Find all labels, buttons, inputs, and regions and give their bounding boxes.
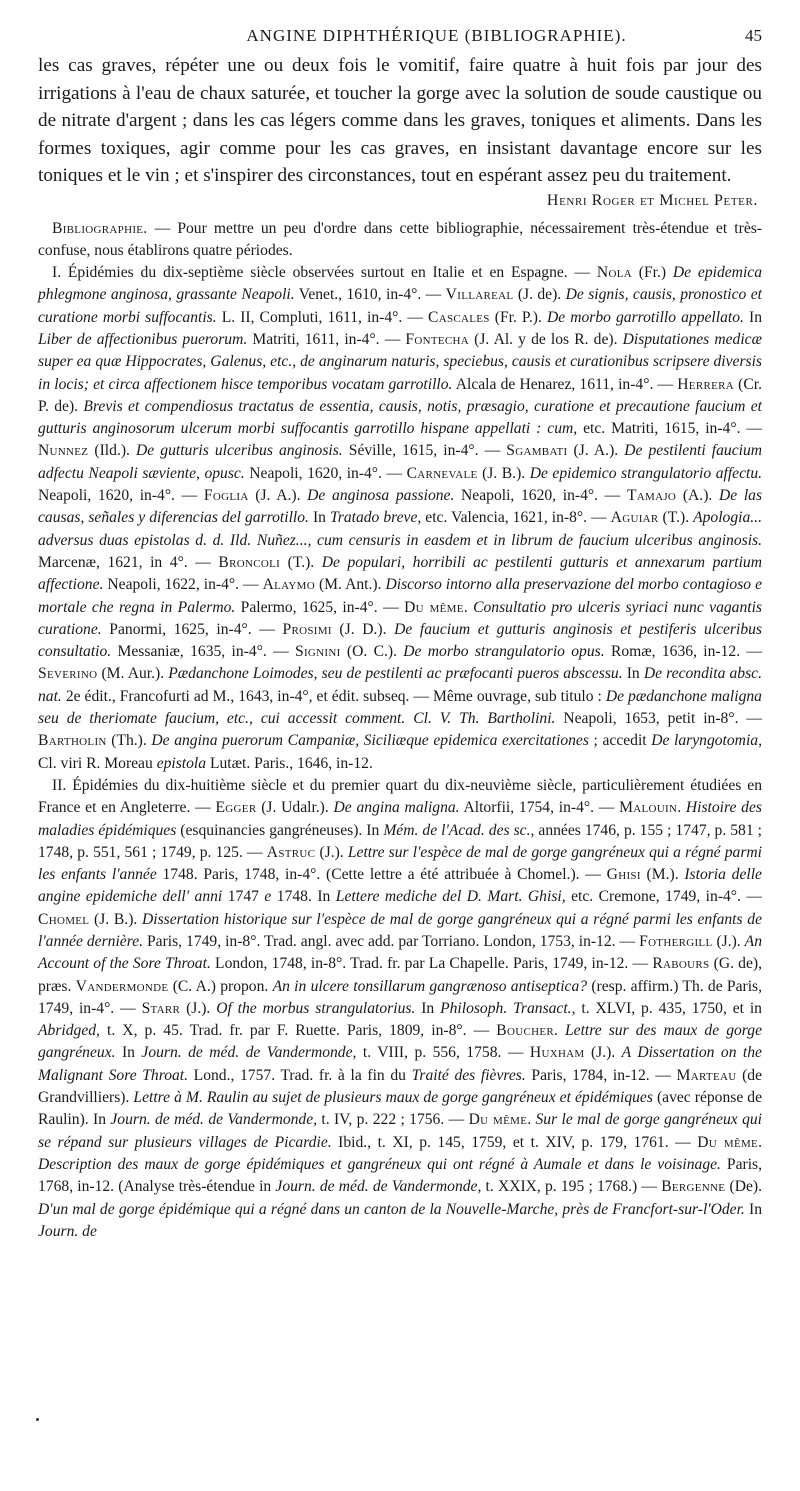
- citation-text: (J. B.).: [477, 464, 530, 482]
- citation-text: 2e édit., Francofurti ad M., 1643, in-4°, et édit. subseq. — Même ouvrage, sub titulo :: [61, 687, 606, 705]
- citation-text: Alcala de Henarez, 1611, in-4°. —: [452, 375, 678, 393]
- citation-text: .: [527, 1111, 536, 1129]
- citation-text: (T.).: [280, 553, 322, 571]
- author-name: Astruc: [266, 843, 316, 861]
- citation-text: (J. Udalr.).: [256, 799, 334, 817]
- citation-title: Discorso intorno alla preservazione del morbo contagioso e mortale che regna in Palermo.: [38, 576, 763, 616]
- citation-text: (A.).: [676, 487, 719, 505]
- citation-text: etc. Cremone, 1749, in-4°. —: [565, 888, 762, 906]
- citation-text: (O. C.).: [340, 643, 404, 661]
- citation-text: (J. D.).: [331, 620, 395, 638]
- author-name: Sgambati: [506, 442, 568, 460]
- citation-title: De signis, causis, pronostico et curatione morbi suffocantis.: [38, 286, 762, 326]
- citation-title: e: [264, 888, 272, 906]
- page-header: [38, 26, 762, 46]
- citation-text: Neapoli, 1620, in-4°. —: [454, 487, 627, 505]
- citation-text: Neapoli, 1622, in-4°. —: [103, 576, 263, 594]
- author-name: Nunnez: [38, 442, 89, 460]
- citation-text: (C. A.) propon.: [168, 977, 273, 995]
- citation-title: Lettre sur des maux de gorge gangréneux.: [38, 1022, 762, 1062]
- author-name: Bergenne: [661, 1178, 726, 1196]
- citation-text: (avec réponse de Raulin). In: [38, 1089, 763, 1129]
- citation-title: De las causas, señales y diferencias del garrotillo.: [38, 487, 763, 527]
- citation-title: An in ulcere tonsillarum gangrænoso antiseptica?: [272, 977, 588, 995]
- citation-text: In: [115, 1044, 142, 1062]
- citation-text: In: [743, 308, 762, 326]
- author-name: Bartholin: [38, 732, 107, 750]
- citation-text: ; accedit: [588, 732, 652, 750]
- citation-title: Traité des fièvres.: [411, 1066, 526, 1084]
- author-name: Marteau: [676, 1066, 737, 1084]
- citation-text: .: [463, 598, 474, 616]
- citation-text: In: [622, 665, 644, 683]
- citation-text: (J.).: [584, 1044, 622, 1062]
- author-name: Starr: [141, 999, 181, 1017]
- citation-title: Lettere mediche del D. Mart. Ghisi,: [335, 888, 566, 906]
- author-name: Malouin: [619, 799, 678, 817]
- bibliography-intro: [38, 218, 762, 263]
- citation-title: De recondita absc. nat.: [38, 665, 762, 705]
- citation-title: De pestilenti faucium adfectu Neapoli sæviente, opusc.: [38, 442, 763, 482]
- citation-title: De anginosa passione.: [307, 487, 455, 505]
- bibliography-label: Bibliographie.: [52, 219, 148, 237]
- citation-text: (resp. affirm.) Th. de Paris, 1749, in-4°. —: [38, 977, 762, 1017]
- author-name: Prosimi: [282, 620, 332, 638]
- citation-title: De pædanchone maligna seu de theriomate faucium, etc., cui accessit comment. Cl. V. Th. Bartholini.: [38, 687, 762, 728]
- citation-title: De angina puerorum Campaniæ, Siciliæque epidemica exercitationes: [151, 732, 589, 750]
- citation-title: Dissertation historique sur l'espèce de mal de gorge gangréneux qui a régné parmi les enfants de l'année dernière.: [38, 910, 762, 950]
- citation-text: (J.).: [315, 843, 348, 861]
- author-name: Egger: [215, 799, 257, 817]
- citation-title: De populari, horribili ac pestilenti gutturis et annexarum partium affectione.: [38, 553, 762, 594]
- bibliography-section-2: [38, 775, 762, 1243]
- citation-text: Venet., 1610, in-4°. —: [294, 286, 446, 304]
- citation-title: D'un mal de gorge épidémique qui a régné dans un canton de la Nouvelle-Marche, près de Francfort-sur-l'Oder.: [38, 1200, 745, 1218]
- citation-text: (Cr. P. de).: [38, 375, 762, 415]
- citation-text: Messaniæ, 1635, in-4°. —: [111, 643, 295, 661]
- citation-title: Journ. de méd. de Vandermonde,: [110, 1111, 318, 1129]
- citation-title: Description des maux de gorge épidémiques et gangréneux qui ont régné à Aumale et dans le voisinage.: [38, 1155, 721, 1173]
- citation-text: Neapoli, 1620, in-4°. —: [38, 487, 204, 505]
- citation-title: Lettre à M. Raulin au sujet de plusieurs maux de gorge gangréneux et épidémiques: [133, 1089, 653, 1107]
- author-name: Fothergill: [639, 933, 713, 950]
- citation-text: t. X, p. 45. Trad. fr. par F. Ruette. Paris, 1809, in-8°. —: [99, 1022, 497, 1040]
- citation-text: (G. de), præs.: [38, 955, 762, 995]
- author-name: Foglia: [203, 487, 249, 505]
- citation-title: Lettre sur l'espèce de mal de gorge gangréneux qui a régné parmi les enfants l'année: [38, 843, 762, 884]
- citation-text: Séville, 1615, in-4°. —: [342, 442, 507, 460]
- citation-title: Pædanchone Loimodes, seu de pestilenti ac præfocanti pueros abscessu.: [168, 665, 623, 683]
- author-name: Du même: [697, 1133, 759, 1151]
- citation-title: An Account of the Sore Throat.: [38, 933, 762, 973]
- citation-text: (J. de).: [513, 286, 566, 304]
- citation-text: London, 1748, in-8°. Trad. fr. par La Chapelle. Paris, 1749, in-12. —: [210, 955, 653, 973]
- citation-text: t. XLVI, p. 435, 1750, et in: [575, 999, 762, 1017]
- citation-text: (M.).: [640, 866, 685, 884]
- author-name: Villareal: [445, 286, 514, 304]
- citation-text: Lutæt. Paris., 1646, in-12.: [206, 754, 373, 772]
- citation-text: L. II, Compluti, 1611, in-4°. —: [216, 308, 428, 326]
- citation-title: Brevis et compendiosus tractatus de essentia, causis, notis, præsagio, curatione et precautione faucium et gutturis anginosorum ulcerum morbi suffocantis garrotillo hispane appellati : cum,: [38, 397, 763, 438]
- citation-text: .: [758, 1133, 762, 1151]
- citation-text: Paris, 1749, in-8°. Trad. angl. avec add. par Torriano. London, 1753, in-12. —: [143, 933, 640, 950]
- citation-text: (Fr. P.).: [489, 308, 547, 326]
- bibliography-intro-text: — Pour mettre un peu d'ordre dans cette bibliographie, nécessairement très-étendue et très-confuse, nous établirons quatre périodes.: [38, 219, 762, 259]
- citation-text: (esquinancies gangréneuses). In: [176, 821, 384, 839]
- citation-text: (J. B.).: [89, 910, 142, 928]
- citation-title: Journ. de méd. de Vandermonde,: [141, 1044, 357, 1062]
- citation-text: In: [308, 509, 330, 527]
- citation-text: etc. Matriti, 1615, in-4°. —: [577, 420, 762, 438]
- citation-title: A Dissertation on the Malignant Sore Throat.: [38, 1044, 762, 1084]
- author-name: Broncoli: [218, 553, 281, 571]
- author-name: Herrera: [677, 375, 735, 393]
- citation-text: (J. A.).: [248, 487, 308, 505]
- author-name: Huxham: [529, 1044, 585, 1062]
- citation-title: De laryngotomia,: [651, 732, 762, 750]
- citation-text: (J. Al. y de los R. de).: [469, 330, 623, 348]
- citation-text: I. Épidémies du dix-septième siècle observées surtout en Italie et en Espagne. —: [52, 264, 597, 282]
- citation-text: Romæ, 1636, in-12. —: [604, 643, 763, 661]
- citation-text: 1748. In: [271, 888, 336, 906]
- citation-text: Altorfii, 1754, in-4°. —: [459, 799, 620, 817]
- author-name: Cascales: [428, 308, 490, 326]
- citation-text: (Th.).: [106, 732, 152, 750]
- citation-text: (J. A.).: [567, 442, 625, 460]
- citation-title: De angina maligna.: [333, 799, 460, 817]
- treatment-paragraph: les cas graves, répéter une ou deux fois le vomitif, faire quatre à huit fois par jour des irrigations à l'eau de chaux saturée, et toucher la gorge avec la solution de soude caustique ou de nitrate d'argent ; dans les cas légers comme dans les graves, toniques et aliments. Dans les formes toxiques, agir comme pour les cas graves, en insistant davantage encore sur les toniques et le vin ; et s'inspirer des circonstances, tout en espérant assez peu du traitement.: [38, 55, 762, 186]
- author-name: Chomel: [38, 910, 90, 928]
- citation-title: De epidemica phlegmone anginosa, grassante Neapoli.: [38, 264, 762, 304]
- citation-text: Palermo, 1625, in-4°. —: [235, 598, 405, 616]
- citation-title: Sur le mal de gorge gangréneux qui se répand sur plusieurs villages de Picardie.: [38, 1111, 762, 1151]
- citation-text: In: [415, 999, 441, 1017]
- citation-text: 1748. Paris, 1748, in-4°. (Cette lettre a été attribuée à Chomel.). —: [156, 866, 607, 884]
- citation-text: etc. Valencia, 1621, in-8°. —: [421, 509, 611, 527]
- citation-text: (M. Ant.).: [314, 576, 386, 594]
- citation-text: Lond., 1757. Trad. fr. à la fin du: [188, 1066, 412, 1084]
- citation-text: (Ild.).: [88, 442, 137, 460]
- citation-title: Consultatio pro ulceris syriaci nunc vagantis curatione.: [38, 598, 762, 638]
- citation-title: Abridged,: [38, 1022, 100, 1040]
- citation-text: Paris, 1768, in-12. (Analyse très-étendue in: [38, 1155, 762, 1196]
- citation-text: (Fr.): [632, 264, 673, 282]
- citation-text: Panormi, 1625, in-4°. —: [101, 620, 283, 638]
- citation-text: Paris, 1784, in-12. —: [525, 1066, 677, 1084]
- citation-text: années 1746, p. 155 ; 1747, p. 581 ; 1748, p. 551, 561 ; 1749, p. 125. —: [38, 821, 762, 861]
- citation-title: Istoria delle angine epidemiche dell' anni: [38, 866, 762, 906]
- author-name: Aguiar: [610, 509, 659, 527]
- citation-text: In: [744, 1200, 762, 1218]
- citation-text: Ibid., t. XI, p. 145, 1759, et t. XIV, p. 179, 1761. —: [331, 1133, 698, 1151]
- citation-title: De gutturis ulceribus anginosis.: [136, 442, 343, 460]
- citation-title: Mém. de l'Acad. des sc.,: [383, 821, 535, 839]
- citation-title: Tratado breve,: [329, 509, 422, 527]
- author-name: Rabours: [652, 955, 710, 973]
- author-name: Severino: [38, 665, 98, 683]
- citation-title: Of the morbus strangulatorius.: [216, 999, 416, 1017]
- page-mark: [36, 1418, 39, 1421]
- citation-title: De morbo strangulatorio opus.: [403, 643, 605, 661]
- author-name: Carnevale: [406, 464, 478, 482]
- citation-title: Journ. de méd. de Vandermonde,: [275, 1178, 482, 1196]
- author-signature: Henri Roger et Michel Peter.: [546, 191, 758, 209]
- page-number: 45: [745, 26, 762, 45]
- citation-title: Journ. de: [38, 1222, 97, 1240]
- citation-title: Philosoph. Transact.,: [440, 999, 576, 1017]
- citation-text: (T.).: [658, 509, 694, 527]
- citation-text: Matriti, 1611, in-4°. —: [247, 330, 406, 348]
- citation-title: De epidemico strangulatorio affectu.: [529, 464, 763, 482]
- citation-text: Cl. viri R. Moreau: [38, 754, 157, 772]
- citation-title: De morbo garrotillo appellato.: [546, 308, 744, 326]
- citation-text: Neapoli, 1620, in-4°. —: [244, 464, 407, 482]
- author-name: Ghisi: [606, 866, 641, 884]
- bibliography-section-1: [38, 262, 762, 775]
- citation-text: (J.).: [180, 999, 217, 1017]
- author-name: Alaymo: [262, 576, 315, 594]
- citation-text: II. Épidémies du dix-huitième siècle et du premier quart du dix-neuvième siècle, particulièrement étudiées en France et en Angleterre. —: [38, 776, 762, 817]
- citation-text: (J.).: [712, 933, 745, 950]
- citation-title: epistola: [156, 754, 207, 772]
- citation-text: .: [677, 799, 686, 817]
- citation-text: t. XXIX, p. 195 ; 1768.) —: [481, 1178, 662, 1196]
- citation-text: Neapoli, 1653, petit in-8°. —: [555, 710, 762, 728]
- running-title: ANGINE DIPHTHÉRIQUE (BIBLIOGRAPHIE).: [246, 26, 627, 45]
- author-name: Fontecha: [405, 330, 470, 348]
- citation-text: (de Grandvilliers).: [38, 1066, 763, 1107]
- author-name: Tamajo: [626, 487, 677, 505]
- citation-text: .: [554, 1022, 565, 1040]
- author-name: Vandermonde: [75, 977, 169, 995]
- author-name: Boucher: [496, 1022, 554, 1040]
- author-name: Du même: [404, 598, 464, 616]
- citation-title: Apologia... adversus duas epistolas d. d. Ild. Nuñez..., cum censuris in easdem et in librum de faucium ulceribus anginosis.: [38, 509, 762, 549]
- citation-text: t. VIII, p. 556, 1758. —: [356, 1044, 530, 1062]
- citation-text: Marcenæ, 1621, in 4°. —: [38, 553, 219, 571]
- citation-text: (De).: [725, 1178, 762, 1196]
- citation-text: (M. Aur.).: [97, 665, 169, 683]
- author-name: Du même: [468, 1111, 528, 1129]
- citation-title: De faucium et gutturis anginosis et pestiferis ulceribus consultatio.: [38, 620, 762, 661]
- citation-text: 1747: [222, 888, 265, 906]
- citation-title: Histoire des maladies épidémiques: [38, 799, 762, 839]
- author-name: Nola: [596, 264, 632, 282]
- citation-title: Disputationes medicæ super ea quæ Hippocrates, Galenus, etc., de anginarum naturis, speciebus, causis et curationibus scripsere diversis in locis; et circa affectionem hisce temporibus vocatam garrotillo.: [38, 330, 762, 393]
- citation-text: t. IV, p. 222 ; 1756. —: [317, 1111, 469, 1129]
- author-name: Signini: [295, 643, 341, 661]
- citation-title: Liber de affectionibus puerorum.: [38, 330, 248, 348]
